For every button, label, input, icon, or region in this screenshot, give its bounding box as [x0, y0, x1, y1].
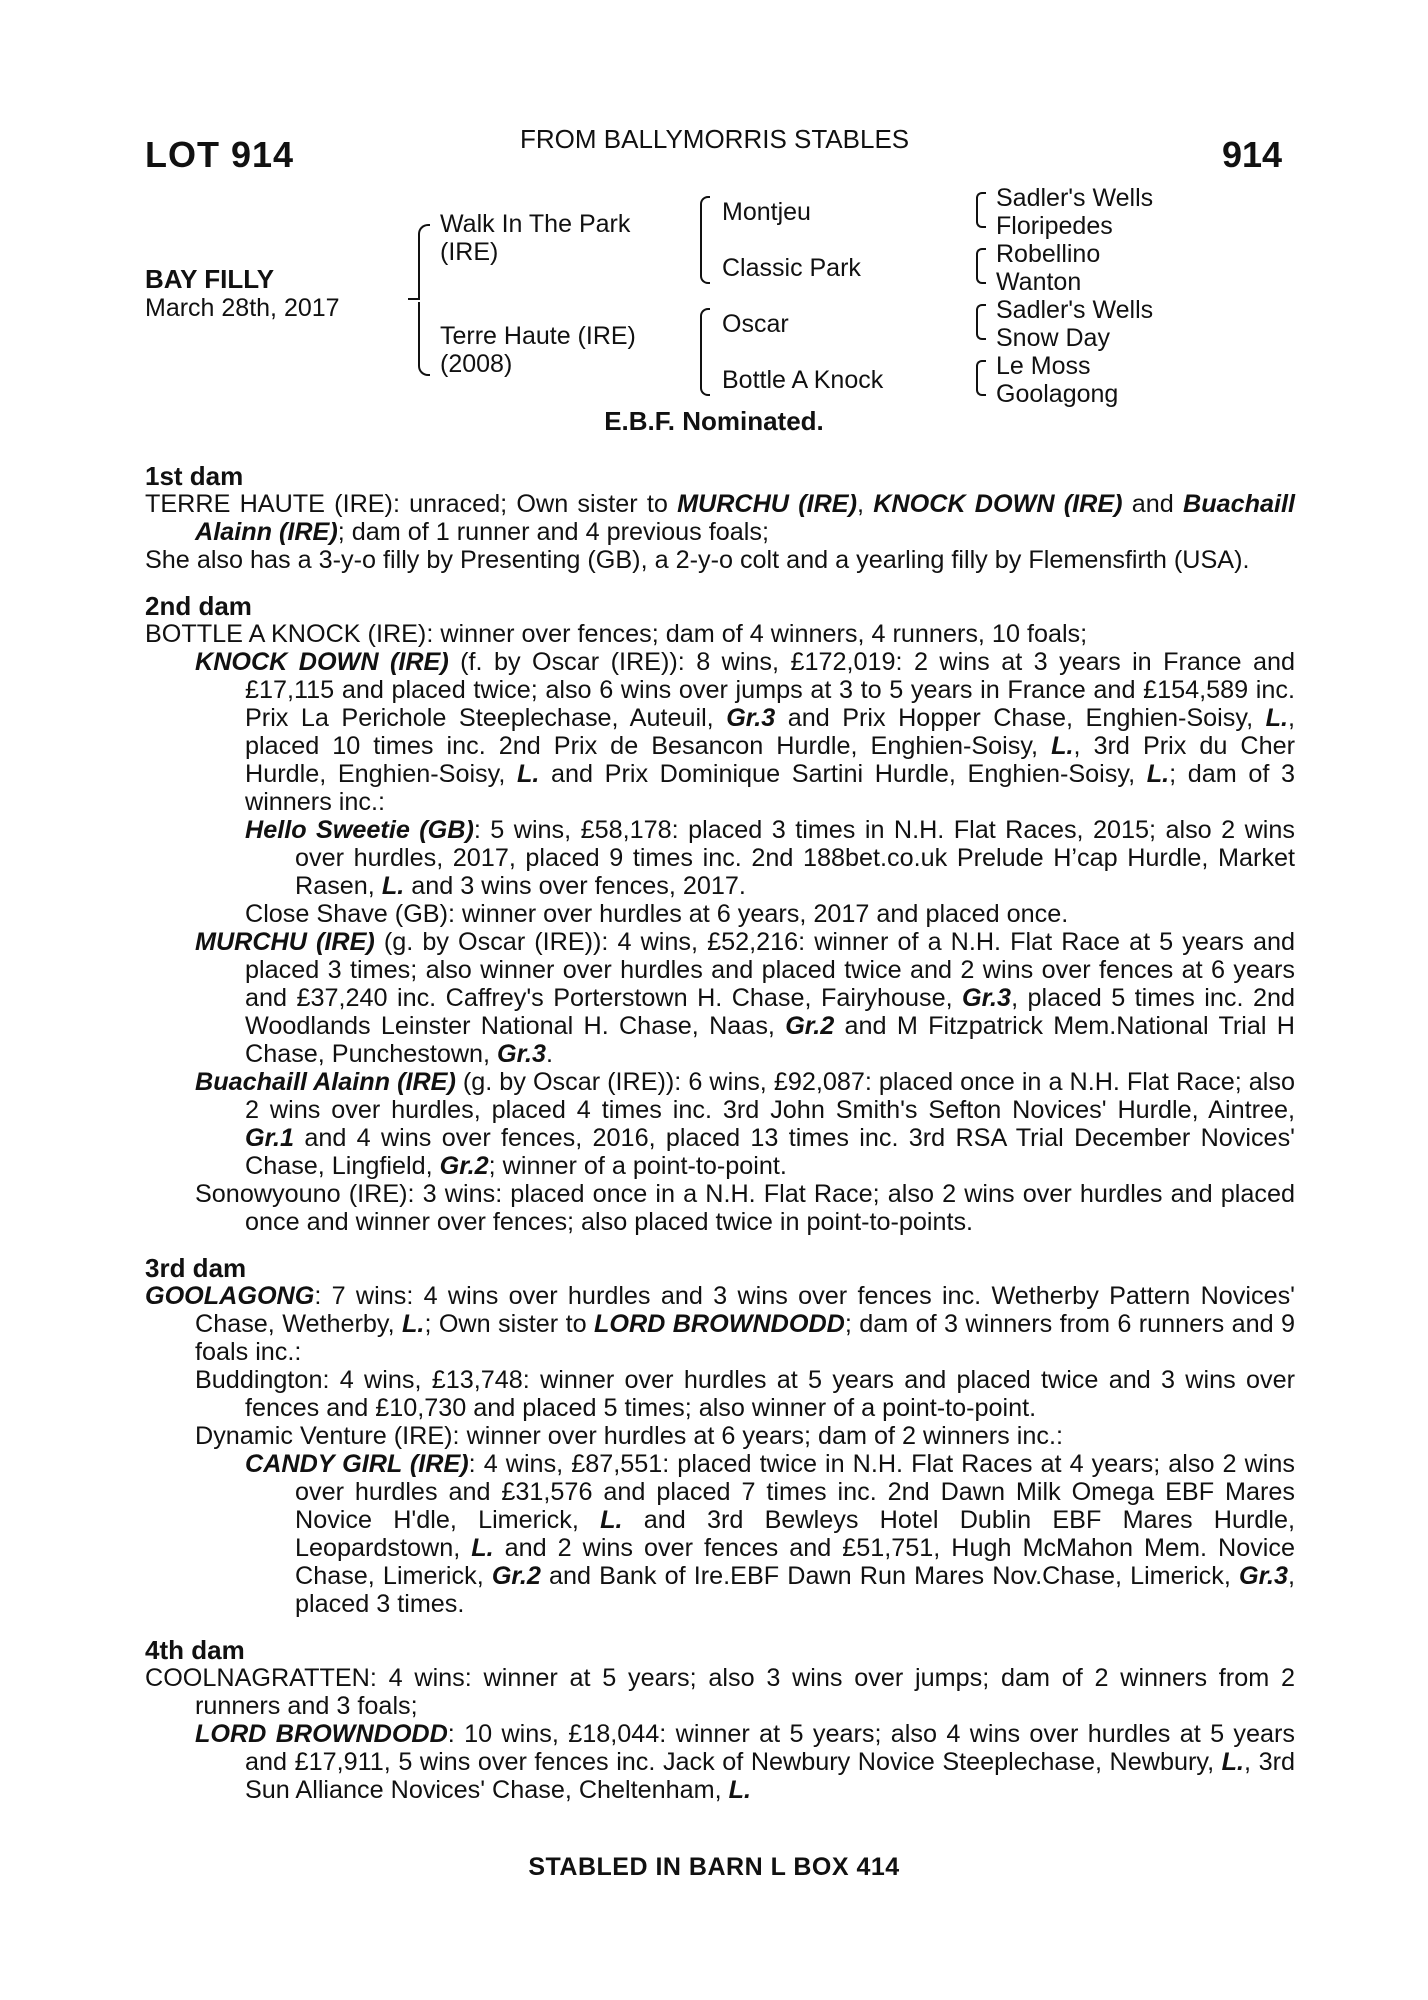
- gen3-6: Snow Day: [996, 324, 1110, 352]
- pedigree-entry: [145, 546, 1295, 574]
- text-run: (g. by Oscar (IRE)):: [374, 928, 618, 956]
- bold-text: 4 wins: [617, 928, 691, 956]
- horse-name: MURCHU (IRE): [195, 928, 375, 956]
- text-run: over hurdles, placed 4 times inc. 3rd John Smith's Sefton Novices' Hurdle, Aintree,: [320, 1096, 1295, 1124]
- bold-text: 4 wins: [483, 1450, 557, 1478]
- horse-name: Gr.3: [1238, 1562, 1288, 1590]
- horse-name: LORD BROWNDODD: [195, 1720, 448, 1748]
- text-run: over fences inc. Jack of Newbury Novice Steeplechase, Newbury,: [470, 1748, 1222, 1776]
- text-run: , placed 10 times inc. 2nd Prix de Besancon Hurdle, Enghien-Soisy,: [245, 704, 1295, 760]
- horse-name: L.: [471, 1534, 494, 1562]
- text-run: :: [447, 1720, 465, 1748]
- horse-name: LORD BROWNDODD: [593, 1310, 845, 1338]
- text-run: Sonowyouno (IRE):: [195, 1180, 423, 1208]
- text-run: , 3rd Sun Alliance Novices' Chase, Cheltenham,: [245, 1748, 1295, 1804]
- text-run: and: [493, 1534, 558, 1562]
- horse-name: KNOCK DOWN (IRE): [873, 490, 1123, 518]
- bold-text: 2 wins: [942, 1180, 1015, 1208]
- text-run: , 4 runners, 10 foals;: [857, 620, 1088, 648]
- bold-text: winner: [483, 1664, 558, 1692]
- text-run: :: [464, 1664, 484, 1692]
- text-run: :: [314, 1282, 332, 1310]
- gen3-5: Sadler's Wells: [996, 296, 1154, 324]
- bold-text: 4 wins: [388, 1664, 465, 1692]
- text-run: ; Own sister to: [424, 1310, 594, 1338]
- text-run: over fences, 2016, placed 13 times inc. 3rd RSA Trial December Novices' Chase, Lingfield,: [245, 1124, 1295, 1180]
- bold-text: 3 wins: [713, 1282, 788, 1310]
- text-run: inc.:: [331, 788, 385, 816]
- bold-text: 2 wins: [913, 648, 990, 676]
- text-run: Close Shave (GB):: [245, 900, 462, 928]
- pedigree-entry: [145, 1450, 1295, 1618]
- horse-sex: BAY FILLY: [145, 264, 275, 294]
- sire-sire: Montjeu: [722, 198, 811, 226]
- gen3-3: Robellino: [996, 240, 1101, 268]
- lot-title: LOT 914: [145, 134, 295, 175]
- bold-text: 2 wins: [245, 1096, 321, 1124]
- bold-text: 3 wins: [1161, 1366, 1236, 1394]
- pedigree-entry: [145, 1366, 1295, 1422]
- section-heading: 2nd dam: [145, 591, 252, 621]
- horse-name: L.: [381, 872, 405, 900]
- horse-name: L.: [517, 760, 540, 788]
- horse-name: GOOLAGONG: [145, 1282, 315, 1310]
- text-run: Dynamic Venture (IRE):: [195, 1422, 467, 1450]
- text-run: over hurdles and placed once and: [245, 1180, 1295, 1236]
- horse-name: L.: [1265, 704, 1288, 732]
- gen3-4: Wanton: [996, 268, 1082, 296]
- dam-year: (2008): [440, 350, 513, 378]
- text-run: and: [294, 1124, 357, 1152]
- horse-name: Hello Sweetie (GB): [245, 816, 474, 844]
- horse-name: Gr.2: [785, 1012, 835, 1040]
- text-run: over hurdles and £31,576 and placed 7 times inc. 2nd Dawn Milk Omega EBF Mares Novice H'dle, Limerick,: [295, 1478, 1295, 1534]
- horse-name: L.: [402, 1310, 425, 1338]
- horse-name: Buachaill Alainn (IRE): [195, 1068, 456, 1096]
- text-run: over hurdles and: [498, 1282, 714, 1310]
- bold-text: winner: [466, 1422, 541, 1450]
- horse-name: L.: [600, 1506, 623, 1534]
- text-run: over fences; also placed twice in point-to-points.: [429, 1208, 974, 1236]
- bold-text: winner: [540, 1366, 615, 1394]
- text-run: inc.:: [1009, 1422, 1063, 1450]
- text-run: from 2 runners and 3 foals;: [195, 1664, 1295, 1720]
- text-run: : placed once in a N.H. Flat Race; also: [495, 1180, 943, 1208]
- bold-text: 2 winners: [1094, 1664, 1208, 1692]
- horse-name: L.: [1051, 732, 1074, 760]
- bold-text: winner: [814, 928, 889, 956]
- lot-number: 914: [1222, 134, 1283, 175]
- bold-text: 3 wins: [460, 872, 532, 900]
- text-run: at 5 years; also: [749, 1720, 947, 1748]
- horse-name: CANDY GIRL (IRE): [245, 1450, 469, 1478]
- consignor: FROM BALLYMORRIS STABLES: [520, 124, 910, 154]
- text-run: , £92,087: placed once in a N.H. Flat Race; also: [759, 1068, 1295, 1096]
- text-run: ; dam of: [1169, 760, 1281, 788]
- horse-name: Gr.3: [962, 984, 1012, 1012]
- gen3-2: Floripedes: [996, 212, 1113, 240]
- text-run: and Prix Hopper Chase, Enghien-Soisy,: [775, 704, 1266, 732]
- text-run: ,: [856, 490, 874, 518]
- text-run: and Bank of Ire.EBF Dawn Run Mares Nov.Chase, Limerick,: [540, 1562, 1239, 1590]
- text-run: of a N.H. Flat Race at 5 years and placed 3 times; also: [245, 928, 1295, 984]
- text-run: , £58,178: placed 3 times in N.H. Flat Races, 2015; also: [564, 816, 1222, 844]
- text-run: and: [404, 872, 461, 900]
- horse-name: L.: [728, 1776, 752, 1804]
- bold-text: 4 winners: [749, 620, 858, 648]
- text-run: over hurdles and placed twice and: [554, 956, 961, 984]
- text-run: over hurdles at 6 years; dam of: [540, 1422, 902, 1450]
- bold-text: winner: [461, 900, 537, 928]
- bold-text: 3 wins: [422, 1180, 496, 1208]
- bold-text: winner: [675, 1720, 750, 1748]
- pedigree-entry: [145, 816, 1295, 900]
- text-run: , placed 5 times inc. 2nd Woodlands Leinster National H. Chase, Naas,: [245, 984, 1295, 1040]
- bold-text: 4 wins: [339, 1366, 415, 1394]
- text-run: , placed 3 times.: [295, 1562, 1295, 1618]
- horse-name: KNOCK DOWN (IRE): [195, 648, 449, 676]
- bold-text: 4 wins: [423, 1282, 499, 1310]
- text-run: over fences and £51,751, Hugh McMahon Mem. Novice Chase, Limerick,: [295, 1534, 1295, 1590]
- text-run: :: [468, 1450, 484, 1478]
- text-run: ; dam of 1 runner and 4 previous foals;: [337, 518, 769, 546]
- bold-text: winner: [355, 1208, 430, 1236]
- text-run: at 5 years; also: [557, 1664, 767, 1692]
- text-run: , £172,019:: [772, 648, 914, 676]
- text-run: over fences, 2017.: [531, 872, 746, 900]
- horse-dob: March 28th, 2017: [145, 294, 340, 322]
- text-run: over hurdles at 6 years, 2017 and placed once.: [536, 900, 1069, 928]
- text-run: Buddington:: [195, 1366, 340, 1394]
- horse-name: Gr.3: [497, 1040, 547, 1068]
- dam-name: Terre Haute (IRE): [440, 322, 636, 350]
- ebf-nominated: E.B.F. Nominated.: [604, 406, 824, 436]
- bold-text: 3 winners: [944, 1310, 1053, 1338]
- bold-text: 10 wins: [464, 1720, 552, 1748]
- horse-name: Gr.1: [245, 1124, 295, 1152]
- bold-text: winner: [480, 956, 555, 984]
- text-run: , £52,216:: [691, 928, 815, 956]
- stabling-info: STABLED IN BARN L BOX 414: [528, 1853, 900, 1881]
- dam-sire: Oscar: [722, 310, 789, 338]
- pedigree-entry: [145, 900, 1295, 928]
- text-run: .: [546, 1040, 554, 1068]
- sire-country: (IRE): [440, 238, 499, 266]
- text-run: :: [473, 816, 491, 844]
- bold-text: 2 wins: [1222, 1450, 1295, 1478]
- text-run: :: [406, 1282, 424, 1310]
- bold-text: 2 winners: [901, 1422, 1010, 1450]
- text-run: , £87,551: placed twice in N.H. Flat Races at 4 years; also: [556, 1450, 1223, 1478]
- text-run: ; dam of: [844, 1310, 945, 1338]
- pedigree-entry: [145, 1180, 1295, 1236]
- horse-name: Gr.2: [439, 1152, 489, 1180]
- section-heading: 4th dam: [145, 1635, 245, 1665]
- bold-text: winner: [440, 620, 515, 648]
- text-run: over fences at 6 years and £37,240 inc. Caffrey's Porterstown H. Chase, Fairyhouse,: [245, 956, 1295, 1012]
- pedigree-entry: [145, 490, 1295, 546]
- catalogue-page-body: [145, 462, 1295, 1804]
- text-run: COOLNAGRATTEN:: [145, 1664, 389, 1692]
- pedigree-entry: [145, 1720, 1295, 1804]
- dam-dam: Bottle A Knock: [722, 366, 884, 394]
- pedigree-entry: [145, 648, 1295, 816]
- text-run: over jumps at 3 to 5 years in France and £154,589 inc. Prix La Perichole Steeplechase, Auteuil,: [245, 676, 1295, 732]
- text-run: at 3 years in France and £17,115 and placed twice; also: [245, 648, 1295, 704]
- horse-name: L.: [1221, 1748, 1245, 1776]
- text-run: over fences; dam of: [514, 620, 750, 648]
- pedigree-entry: [145, 1068, 1295, 1180]
- text-run: over hurdles, 2017, placed 9 times inc. 2nd 188bet.co.uk Prelude H’cap Hurdle, Market Rasen,: [295, 844, 1295, 900]
- text-run: , £18,044:: [551, 1720, 676, 1748]
- text-run: over hurdles at 5 years and placed twice and: [614, 1366, 1162, 1394]
- gen3-7: Le Moss: [996, 352, 1091, 380]
- horse-name: Buachaill Alainn (IRE): [195, 490, 1295, 546]
- pedigree-entry: [145, 620, 1295, 648]
- text-run: over fences and £10,730 and placed 5 times; also winner of a point-to-point.: [245, 1366, 1295, 1422]
- bold-text: 2 wins: [557, 1534, 634, 1562]
- bold-text: 5 wins: [490, 816, 565, 844]
- section-heading: 3rd dam: [145, 1253, 247, 1283]
- pedigree-entry: [145, 1282, 1295, 1366]
- bold-text: 8 wins: [696, 648, 773, 676]
- text-run: BOTTLE A KNOCK (IRE):: [145, 620, 441, 648]
- horse-name: L.: [1146, 760, 1170, 788]
- text-run: and Prix Dominique Sartini Hurdle, Enghien-Soisy,: [539, 760, 1147, 788]
- text-run: and: [1122, 490, 1184, 518]
- horse-name: Gr.3: [726, 704, 776, 732]
- bold-text: 6 wins: [688, 1068, 760, 1096]
- pedigree-entry: [145, 928, 1295, 1068]
- text-run: and M Fitzpatrick Mem.National Trial H Chase, Punchestown,: [245, 1012, 1295, 1068]
- bold-text: 2 wins: [960, 956, 1034, 984]
- gen3-8: Goolagong: [996, 380, 1119, 408]
- text-run: ; winner of a point-to-point.: [488, 1152, 787, 1180]
- text-run: and 3rd Bewleys Hotel Dublin EBF Mares Hurdle, Leopardstown,: [295, 1506, 1295, 1562]
- bold-text: 3 wins: [766, 1664, 843, 1692]
- sire-dam: Classic Park: [722, 254, 861, 282]
- bold-text: 3 winners: [245, 760, 1296, 816]
- horse-name: Gr.2: [491, 1562, 541, 1590]
- text-run: over hurdles at 5 years and £17,911,: [245, 1720, 1296, 1776]
- text-run: from 6 runners and 9 foals inc.:: [195, 1310, 1295, 1366]
- pedigree-entry: [145, 1664, 1295, 1720]
- horse-name: MURCHU (IRE): [677, 490, 857, 518]
- bold-text: 2 wins: [1221, 816, 1295, 844]
- bold-text: 4 wins: [946, 1720, 1021, 1748]
- text-run: , 3rd Prix du Cher Hurdle, Enghien-Soisy,: [245, 732, 1295, 788]
- text-run: She also has a 3-y-o filly by Presenting (GB), a 2-y-o colt and a yearling filly by Flemensfirth (USA).: [145, 546, 1250, 574]
- text-run: over jumps; dam of: [842, 1664, 1095, 1692]
- bold-text: 6 wins: [599, 676, 672, 704]
- text-run: (f. by Oscar (IRE)):: [448, 648, 697, 676]
- sire-name: Walk In The Park: [440, 210, 631, 238]
- bold-text: 7 wins: [331, 1282, 407, 1310]
- bold-text: 4 wins: [356, 1124, 432, 1152]
- gen3-1: Sadler's Wells: [996, 184, 1154, 212]
- section-heading: 1st dam: [145, 461, 244, 491]
- bold-text: 5 wins: [398, 1748, 471, 1776]
- text-run: TERRE HAUTE (IRE): unraced; Own sister to: [145, 490, 678, 518]
- text-run: (g. by Oscar (IRE)):: [455, 1068, 689, 1096]
- text-run: , £13,748:: [414, 1366, 541, 1394]
- text-run: over fences inc. Wetherby Pattern Novices' Chase, Wetherby,: [195, 1282, 1295, 1338]
- pedigree-entry: [145, 1422, 1295, 1450]
